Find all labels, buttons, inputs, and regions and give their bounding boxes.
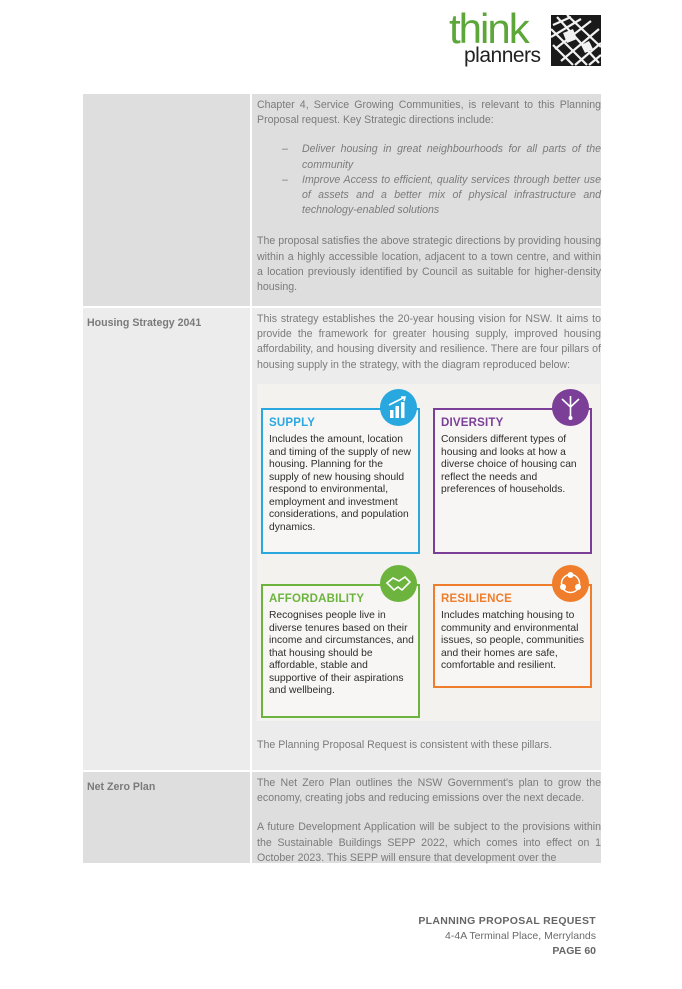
pillar-text: Recognises people live in diverse tenures based on their income and circumstances, and that housing should be affordable, stable and supportive of their aspirations and wellbeing. [269,610,414,696]
pillar-supply [261,408,420,554]
pillar-text: Considers different types of housing and looks at how a diverse choice of housing can reflect the needs and preferences of households. [441,434,577,495]
list-item-text: Improve Access to efficient, quality services through better use of assets and a better mix of physical infrastructure and technology-enabled solutions [302,173,601,217]
logo-word-planners: planners [464,44,541,67]
pillar-diversity [433,408,592,554]
footer-address: 4-4A Terminal Place, Merrylands [445,930,596,942]
net-zero-sepp-text: A future Development Application will be subject to the provisions within the Sustainable Buildings SEPP 2022, which comes into effect on 1 October 2023. This SEPP will ensure that development over the [257,821,601,864]
strategic-directions-list [257,142,601,218]
chapter-intro-text: Chapter 4, Service Growing Communities, is relevant to this Planning Proposal request. Key Strategic directions include: [257,99,601,127]
conclusion-text: The proposal satisfies the above strategic directions by providing housing within a highly accessible location, adjacent to a town centre, and within a location previously identified by Council as suitable for higher-density housing. [257,235,601,294]
row-content-cell [252,772,601,863]
logo-word-think: think [449,5,528,52]
housing-pillars-diagram [257,384,600,721]
pillar-text: Includes matching housing to community and environmental issues, so people, communities and their homes are safe, comfortable and resilient. [441,610,585,671]
pillar-title: RESILIENCE [441,593,513,605]
row-content-cell [252,94,601,306]
list-item: – Improve Access to efficient, quality services through better use of assets and a better mix of physical infrastructure and technology-enabled solutions [282,173,601,217]
footer-page-number: PAGE 60 [552,945,596,957]
consistency-text: The Planning Proposal Request is consistent with these pillars. [257,739,553,751]
row-label-cell [83,772,250,863]
strategy-intro-text: This strategy establishes the 20-year housing vision for NSW. It aims to provide the framework for greater housing supply, improved housing affordability, and housing diversity and resilience. There are four pillars of housing supply in the strategy, with the diagram reproduced below: [257,313,601,371]
pillar-affordability [261,584,420,718]
bar-chart-icon [380,389,417,426]
table-row-net-zero-plan [83,772,601,863]
network-icon [552,565,589,602]
row-label: Housing Strategy 2041 [87,317,202,329]
row-label-cell [83,94,250,306]
footer-title: PLANNING PROPOSAL REQUEST [418,915,596,927]
logo-map-icon [551,15,601,66]
pillar-text: Includes the amount, location and timing of the supply of new housing. Planning for the supply of new housing should respond to environmental, employment and investment considerations, and population dynamics. [269,434,411,533]
think-planners-logo [447,5,600,70]
table-row-service-growing [83,94,601,306]
pillar-title: DIVERSITY [441,417,504,429]
pillar-title: AFFORDABILITY [269,593,365,605]
handshake-icon [380,565,417,602]
pillar-title: SUPPLY [269,417,316,429]
row-label: Net Zero Plan [87,781,156,793]
net-zero-intro-text: The Net Zero Plan outlines the NSW Government's plan to grow the economy, creating jobs and reducing emissions over the next decade. [257,777,601,805]
branching-arrows-icon [552,389,589,426]
list-item: – Deliver housing in great neighbourhoods for all parts of the community [282,143,601,171]
list-item-text: Deliver housing in great neighbourhoods for all parts of the community [302,143,601,171]
row-label-cell [83,308,250,770]
